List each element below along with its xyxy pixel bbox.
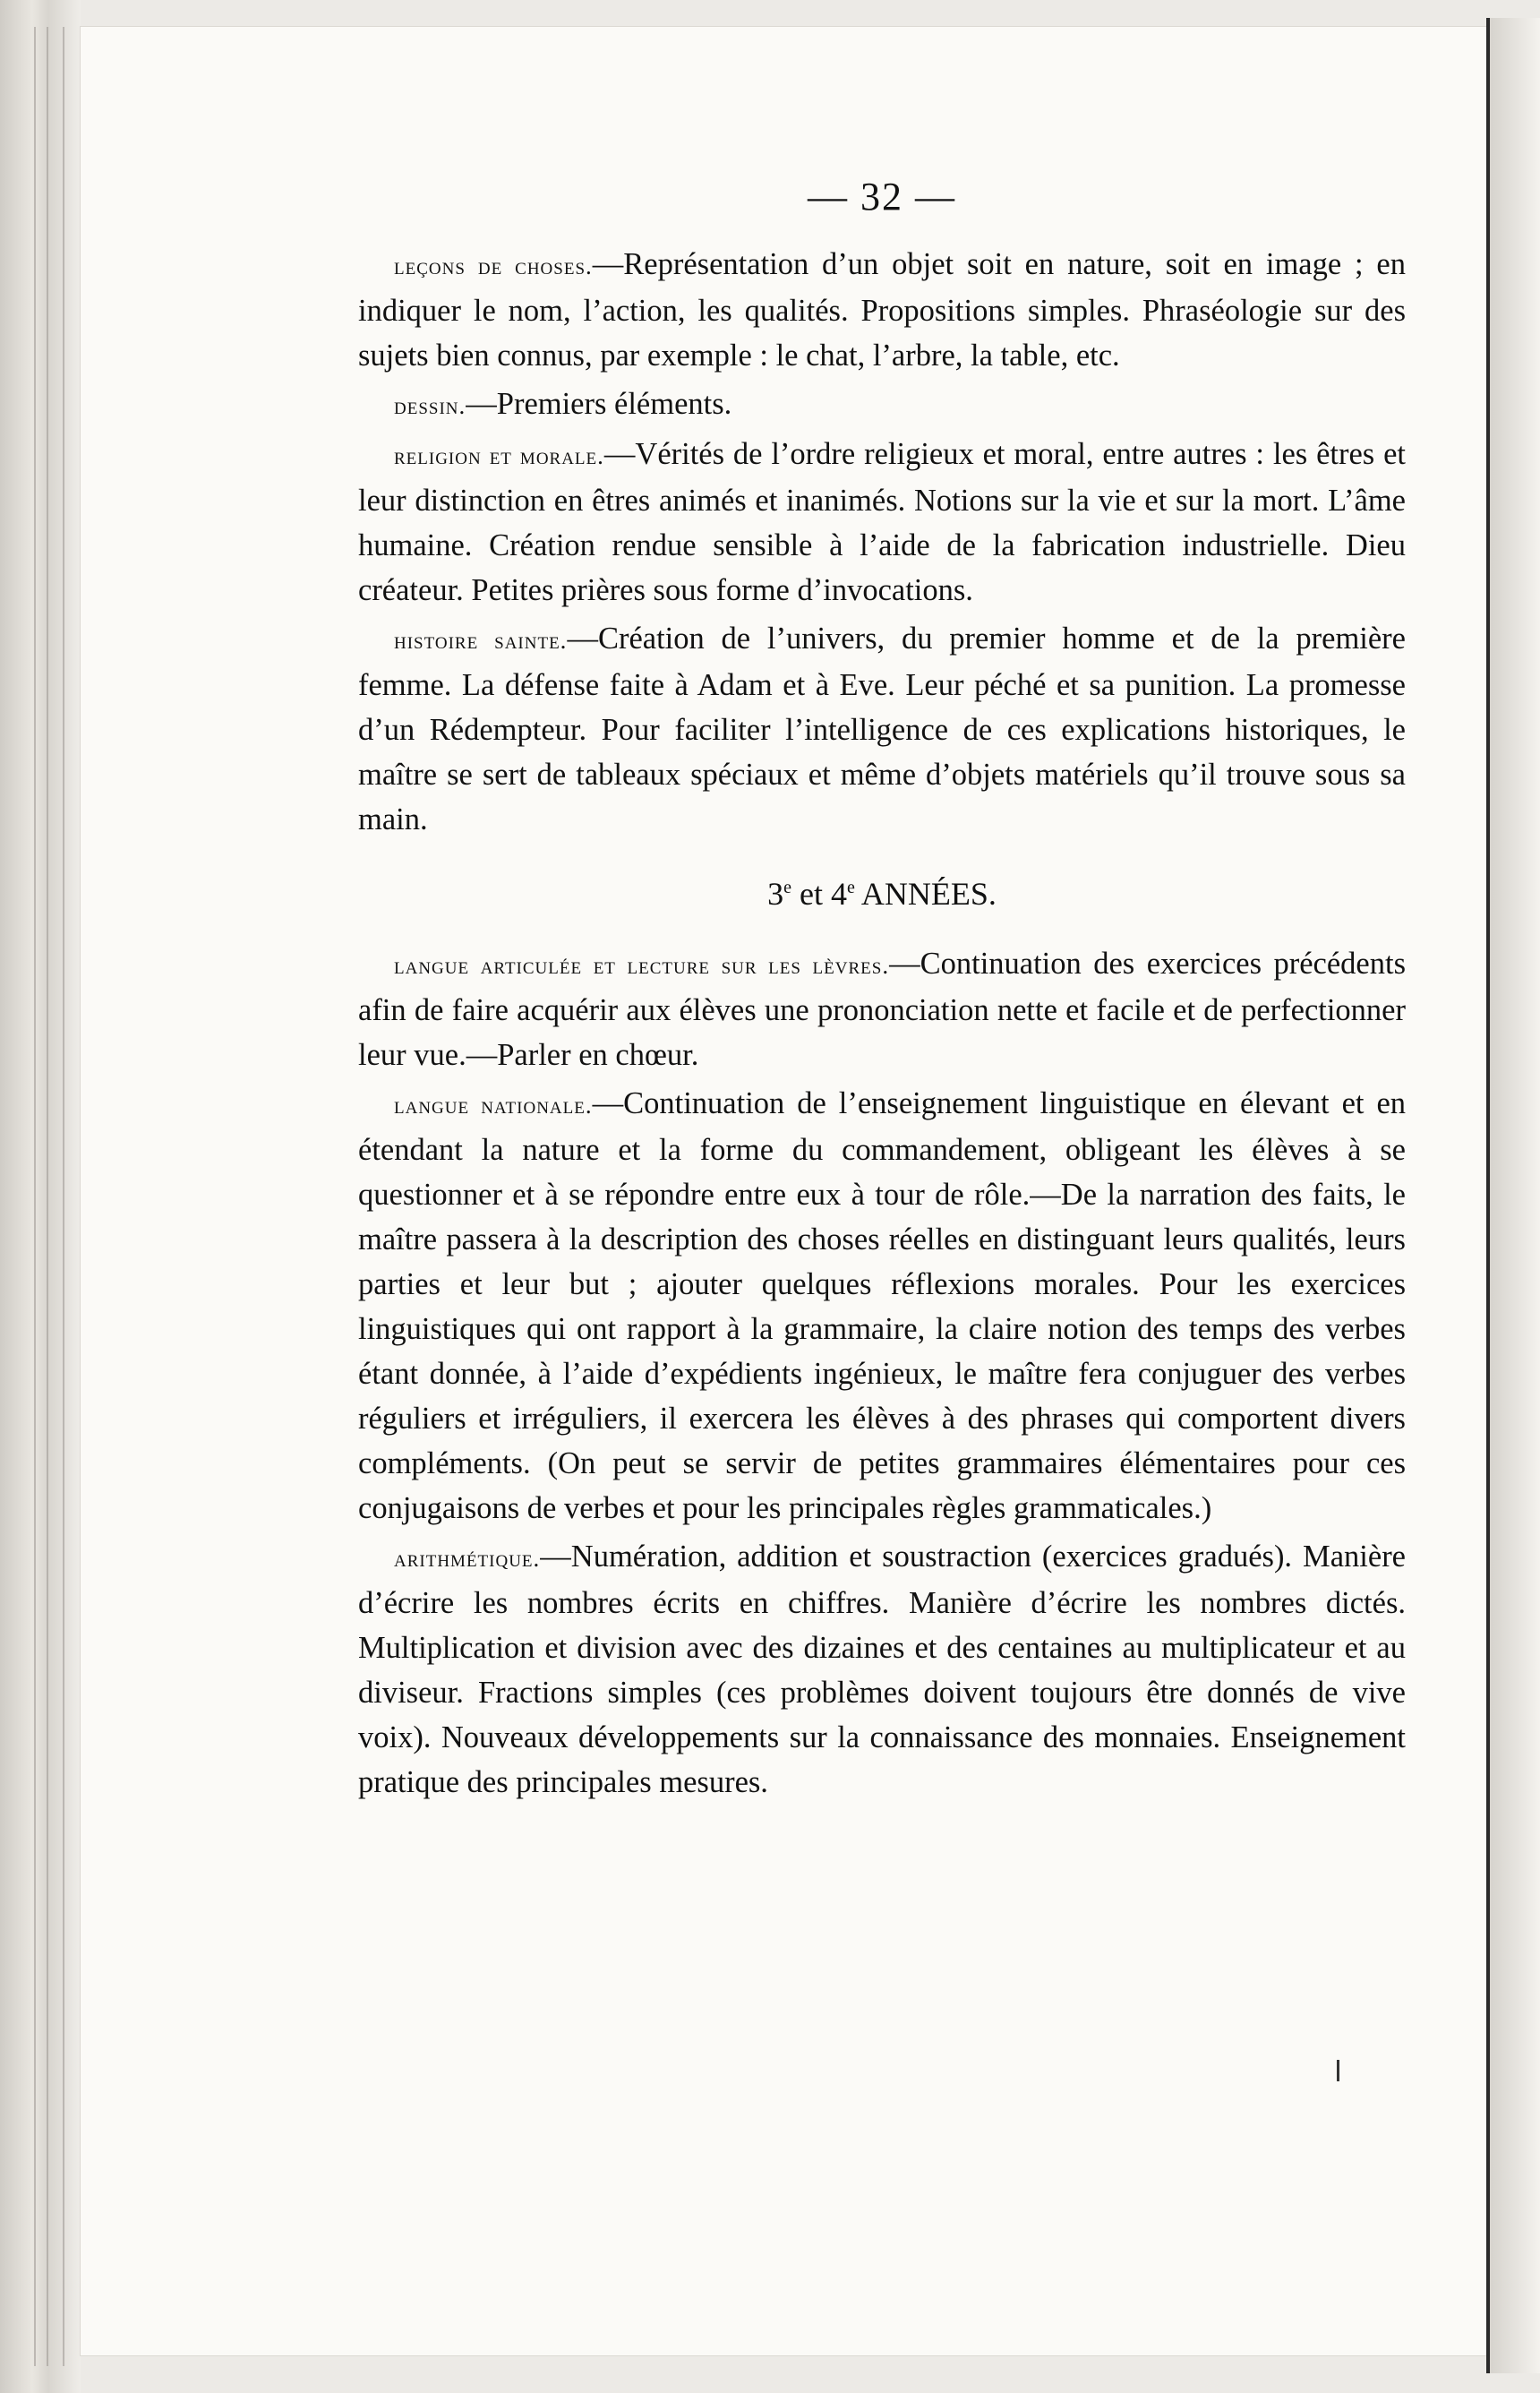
spine-streak — [63, 27, 64, 2366]
spine-streak — [34, 27, 36, 2366]
paragraph-lead: leçons de choses. — [394, 253, 593, 279]
heading-part: et 4 — [791, 876, 847, 912]
heading-part: 3 — [767, 876, 784, 912]
page-text — [358, 170, 1406, 1808]
facing-page-edge — [1486, 18, 1540, 2373]
paragraph-body: —Continuation de l’enseignement linguistique en élevant et en étendant la nature et la forme du commandement, obligeant les élèves à se questionner et à se répondre entre eux à tour de rôle.—De la narration des faits, le maître passera à la description des choses réelles en distinguant leurs qualités, leurs parties et leur but ; ajouter quelques réflexions morales. Pour les exercices linguistiques qui ont rapport à la grammaire, la claire notion des temps des verbes étant donnée, à l’aide d’expédients ingénieux, le maître fera conjuguer des verbes réguliers et irréguliers, il exercera les élèves à des phrases qui comportent divers compléments. (On peut se servir de petites grammaires élémentaires pour ces conjugaisons de verbes et pour les principales règles grammaticales.) — [358, 1086, 1407, 1525]
paragraph-lecons-de-choses — [358, 242, 1406, 378]
paragraph-lead: langue articulée et lecture sur les lèvres. — [394, 952, 890, 979]
page-number: — 32 — — [808, 175, 956, 219]
heading-part: ANNÉES. — [854, 876, 997, 912]
heading-sup: e — [783, 878, 791, 897]
paragraph-body: —Vérités de l’ordre religieux et moral, entre autres : les êtres et leur distinction en êtres animés et inanimés. Notions sur la vie et sur la mort. L’âme humaine. Création rendue sensible à l’aide de la fabrication industrielle. Dieu créateur. Petites prières sous forme d’invocations. — [358, 437, 1406, 607]
section-heading — [358, 863, 1406, 918]
paragraph-lead: histoire sainte. — [394, 627, 568, 654]
paragraph-arithmetique — [358, 1534, 1406, 1805]
paragraph-lead: dessin. — [394, 392, 466, 419]
paragraph-dessin — [358, 382, 1406, 428]
paragraph-lead: langue nationale. — [394, 1092, 593, 1119]
paragraph-lead: arithmétique. — [394, 1545, 541, 1572]
paragraph-religion-morale — [358, 432, 1406, 613]
heading-sup: e — [846, 878, 855, 897]
paragraph-body: —Continuation des exercices précédents afin de faire acquérir aux élèves une prononciation nette et facile et de perfectionner leur vue.—Parler en chœur. — [358, 947, 1406, 1072]
paragraph-body: —Représentation d’un objet soit en nature, soit en image ; en indiquer le nom, l’action, les qualités. Propositions simples. Phraséologie sur des sujets bien connus, par exemple : le chat, l’arbre, la table, etc. — [358, 247, 1406, 373]
paragraph-body: —Numération, addition et soustraction (exercices gradués). Manière d’écrire les nombres écrits en chiffres. Manière d’écrire les nombres dictés. Multiplication et division avec des dizaines et des centaines au multiplicateur et au diviseur. Fractions simples (ces problèmes doivent toujours être donnés de vive voix). Nouveaux développements sur la connaissance des monnaies. Enseignement pratique des principales mesures. — [358, 1540, 1406, 1799]
paragraph-histoire-sainte — [358, 616, 1406, 842]
paragraph-body: —Premiers éléments. — [466, 387, 732, 421]
paragraph-lead: religion et morale. — [394, 442, 604, 469]
spine-streak — [47, 27, 48, 2366]
paragraph-langue-nationale — [358, 1081, 1406, 1531]
paragraph-body: —Création de l’univers, du premier homme et de la première femme. La défense faite à Adam et à Eve. Leur péché et sa punition. La promesse d’un Rédempteur. Pour faciliter l’intelligence de ces explications historiques, le maître se sert de tableaux spéciaux et même d’objets matériels qu’il trouve sous sa main. — [358, 622, 1406, 836]
stray-ink-mark — [1337, 2060, 1339, 2081]
paragraph-langue-articulee — [358, 941, 1406, 1077]
book-spine-edge — [0, 0, 81, 2393]
